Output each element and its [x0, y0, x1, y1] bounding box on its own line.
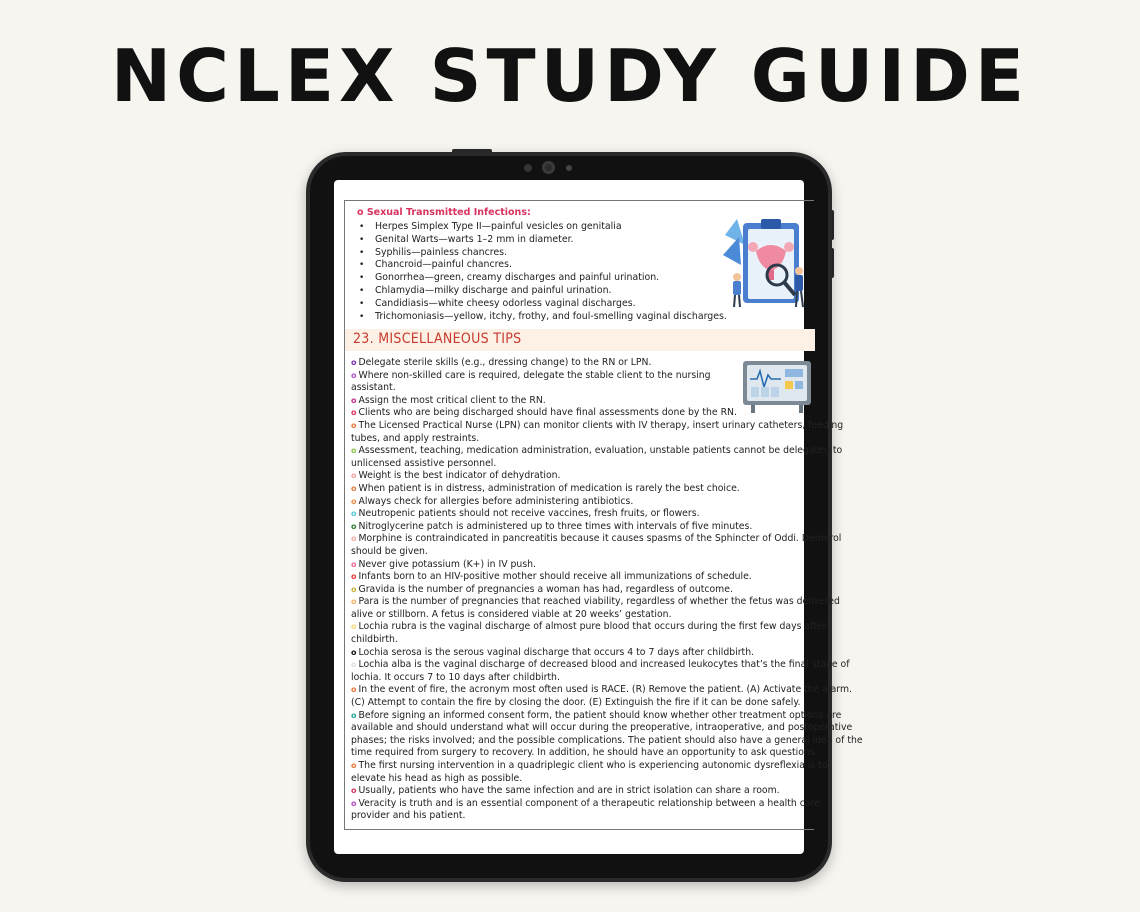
bullet-circle-icon: o	[351, 660, 357, 670]
reproductive-health-illustration-icon	[723, 215, 813, 311]
tip-text: elevate his head as high as possible.	[351, 772, 523, 784]
tip-line	[351, 458, 821, 471]
tip-line	[351, 596, 840, 609]
tip-text: Neutropenic patients should not receive vaccines, fresh fruits, or flowers.	[358, 508, 700, 520]
tip-line	[351, 672, 821, 685]
list-item: • Syphilis—painless chancres.	[375, 247, 717, 260]
tip-text: Lochia rubra is the vaginal discharge of almost pure blood that occurs during the first few days after	[358, 621, 827, 633]
bullet-circle-icon: o	[351, 798, 357, 808]
bullet-circle-icon: o	[351, 370, 357, 380]
tip-text: Lochia serosa is the serous vaginal discharge that occurs 4 to 7 days after childbirth.	[358, 646, 755, 658]
tip-text: lochia. It occurs 7 to 10 days after childbirth.	[351, 671, 560, 683]
tip-text: time required from surgery to recovery. In addition, he should have an opportunity to ask questions.	[351, 747, 818, 759]
tip-text: Para is the number of pregnancies that reached viability, regardless of whether the fetus was delivered	[358, 596, 840, 608]
tip-line	[351, 747, 821, 760]
list-item: • Trichomoniasis—yellow, itchy, frothy, and foul-smelling vaginal discharges.	[375, 311, 717, 324]
tip-text: Weight is the best indicator of dehydration.	[358, 470, 561, 482]
tip-line	[351, 357, 821, 370]
tip-line	[351, 407, 821, 420]
bullet-circle-icon: o	[351, 408, 357, 418]
tip-line	[351, 445, 843, 458]
bullet-circle-icon: o	[351, 622, 357, 632]
bullet-circle-icon: o	[351, 597, 357, 607]
tip-line	[351, 382, 821, 395]
bullet-circle-icon: o	[351, 685, 357, 695]
tip-line	[351, 559, 821, 572]
tip-text: Assign the most critical client to the RN.	[358, 394, 546, 406]
tip-text: assistant.	[351, 382, 396, 394]
bullet-circle-icon: o	[351, 559, 357, 569]
tip-text: Usually, patients who have the same infection and are in strict isolation can share a room.	[358, 785, 780, 797]
document-page	[344, 200, 863, 830]
tablet-screen	[334, 180, 863, 854]
tip-text: alive or stillborn. A fetus is considered viable at 20 weeks’ gestation.	[351, 608, 672, 620]
bullet-circle-icon: o	[351, 496, 357, 506]
tip-text: Assessment, teaching, medication administration, evaluation, unstable patients cannot be delegated to	[358, 445, 843, 457]
bullet-circle-icon: o	[357, 207, 364, 218]
tip-line	[351, 483, 821, 496]
tip-line	[351, 659, 850, 672]
tip-text: childbirth.	[351, 634, 398, 646]
tip-text: Clients who are being discharged should have final assessments done by the RN.	[358, 407, 737, 419]
tip-text: Before signing an informed consent form, the patient should know whether other treatment options are	[358, 709, 842, 721]
tip-line	[351, 609, 821, 622]
tip-text: should be given.	[351, 545, 428, 557]
bullet-circle-icon: o	[351, 534, 357, 544]
tip-text: The first nursing intervention in a quadriplegic client who is experiencing autonomic dysreflexia is to	[358, 760, 828, 771]
tip-line	[351, 433, 821, 446]
tip-text: Gravida is the number of pregnancies a woman has had, regardless of outcome.	[358, 583, 733, 595]
sensor-icon	[524, 164, 532, 172]
bullet-circle-icon: o	[351, 710, 357, 720]
list-item: • Herpes Simplex Type II—painful vesicles on genitalia	[375, 221, 717, 234]
tip-line	[351, 634, 821, 647]
tip-text: Delegate sterile skills (e.g., dressing change) to the RN or LPN.	[358, 357, 652, 368]
tip-text: In the event of fire, the acronym most often used is RACE. (R) Remove the patient. (A) Activate the alarm.	[358, 684, 852, 696]
sti-title: Sexual Transmitted Infections:	[366, 207, 531, 218]
tip-text: Where non-skilled care is required, delegate the stable client to the nursing	[358, 369, 711, 381]
bullet-circle-icon: o	[351, 420, 357, 430]
tip-line	[351, 419, 844, 433]
tip-text: When patient is in distress, administration of medication is rarely the best choice.	[358, 482, 740, 494]
tip-text: Nitroglycerine patch is administered up to three times with intervals of five minutes.	[358, 520, 753, 532]
bullet-circle-icon: o	[351, 509, 357, 519]
tip-line	[351, 546, 821, 559]
tip-line	[351, 571, 821, 584]
tip-line	[351, 785, 821, 798]
camera-icon	[542, 161, 555, 174]
tip-text: tubes, and apply restraints.	[351, 432, 480, 444]
bullet-circle-icon: o	[351, 786, 357, 796]
tip-text: (C) Attempt to contain the fire by closing the door. (E) Extinguish the fire if it can be done safely.	[351, 697, 801, 709]
tip-line	[351, 773, 821, 786]
tip-text: unlicensed assistive personnel.	[351, 457, 497, 469]
tip-line	[351, 395, 821, 408]
tip-text: Never give potassium (K+) in IV push.	[358, 558, 537, 570]
tip-text: Lochia alba is the vaginal discharge of decreased blood and increased leukocytes that’s the final stage of	[358, 659, 850, 671]
sti-list	[357, 221, 727, 323]
list-item: • Candidiasis—white cheesy odorless vaginal discharges.	[375, 298, 717, 311]
list-item: • Chancroid—painful chancres.	[375, 259, 717, 272]
tip-text: Veracity is truth and is an essential component of a therapeutic relationship between a health care	[358, 797, 820, 809]
tip-line	[351, 697, 821, 710]
tip-line	[351, 533, 842, 546]
bullet-circle-icon: o	[351, 358, 357, 367]
tip-line	[351, 470, 821, 483]
tip-line	[351, 508, 821, 521]
tip-line	[351, 810, 821, 823]
bullet-circle-icon: o	[351, 483, 357, 493]
tip-line	[351, 521, 821, 534]
list-item: • Chlamydia—milky discharge and painful urination.	[375, 285, 717, 298]
tip-text: Morphine is contraindicated in pancreatitis because it causes spasms of the Sphincter of Oddi. Demerol	[358, 533, 842, 545]
tip-line	[351, 621, 827, 634]
tip-line	[351, 496, 821, 509]
tip-text: Always check for allergies before administering antibiotics.	[358, 495, 634, 507]
tip-line	[351, 722, 853, 735]
tip-text: available and should understand what will occur during the preoperative, intraoperative, and postoperative	[351, 722, 853, 734]
light-sensor-icon	[566, 165, 572, 171]
bullet-circle-icon: o	[351, 584, 357, 594]
bullet-circle-icon: o	[351, 761, 357, 770]
bullet-circle-icon: o	[351, 521, 357, 531]
bullet-circle-icon: o	[351, 647, 357, 657]
list-item: • Gonorrhea—green, creamy discharges and painful urination.	[375, 272, 717, 285]
tip-line	[351, 760, 828, 773]
bullet-circle-icon: o	[351, 471, 357, 481]
tip-line	[351, 798, 821, 811]
tip-text: Infants born to an HIV-positive mother should receive all immunizations of schedule.	[358, 571, 752, 583]
list-item: • Genital Warts—warts 1–2 mm in diameter.	[375, 234, 717, 247]
tip-line	[351, 734, 863, 748]
bullet-circle-icon: o	[351, 446, 357, 456]
section-header	[345, 329, 815, 351]
tip-text: phases; the risks involved; and the possible complications. The patient should also have a general idea of the	[351, 734, 863, 746]
tip-line	[351, 647, 821, 660]
tip-line	[351, 684, 852, 697]
section-title: 23. MISCELLANEOUS TIPS	[353, 331, 522, 347]
tip-text: The Licensed Practical Nurse (LPN) can monitor clients with IV therapy, insert urinary catheters, feeding	[358, 419, 844, 431]
bullet-circle-icon: o	[351, 395, 357, 405]
bullet-circle-icon: o	[351, 572, 357, 582]
tip-text: provider and his patient.	[351, 810, 466, 822]
tip-line	[351, 584, 821, 597]
tip-line	[351, 709, 842, 723]
tip-line	[351, 370, 821, 383]
tips-list	[351, 357, 863, 823]
sti-section	[357, 207, 727, 323]
page-headline: NCLEX STUDY GUIDE	[110, 34, 1030, 118]
